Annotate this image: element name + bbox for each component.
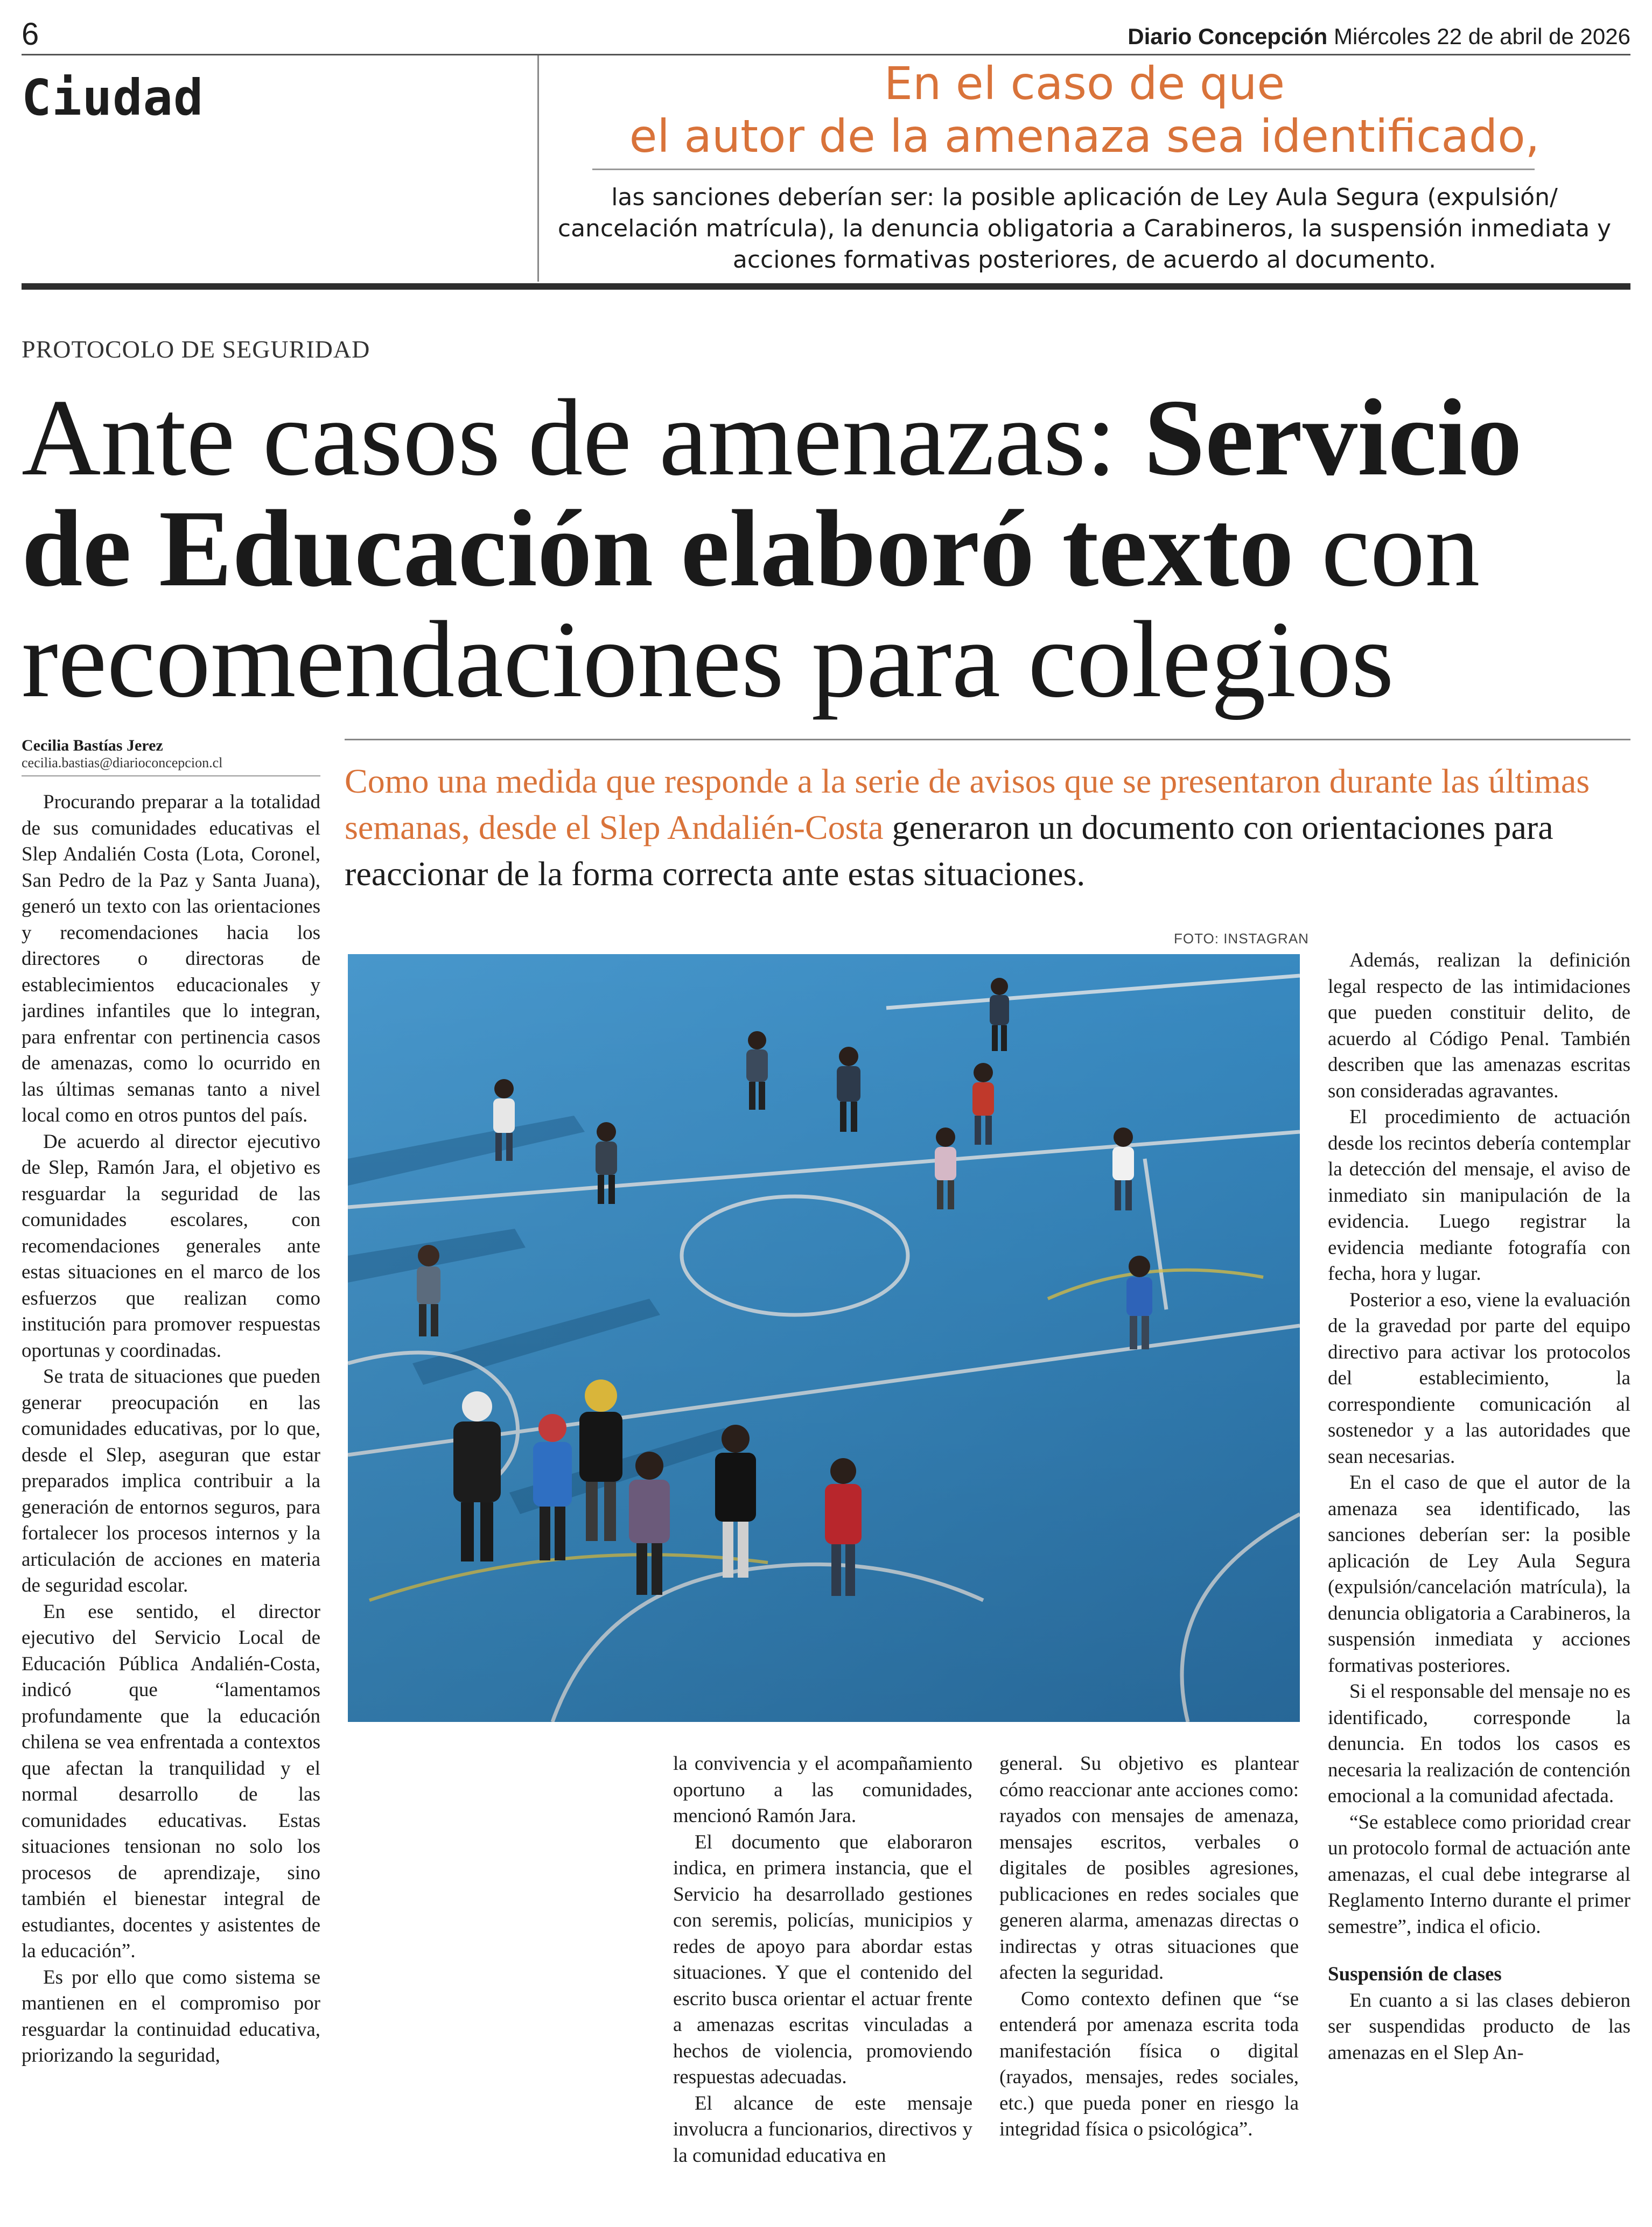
section-name: Ciudad (22, 69, 204, 127)
pull-quote-line-2: el autor de la amenaza sea identificado, (629, 110, 1540, 163)
pull-quote-underline (592, 169, 1535, 170)
paragraph: “Se establece como prioridad crear un protocolo formal de actuación ante amenazas, el cual debe integrarse al Reglamento Interno durante el primer semestre”, indica el oficio. (1328, 1811, 1630, 1938)
paragraph: En cuanto a si las clases debieron ser suspendidas producto de las amenazas en el Slep An- (1328, 1989, 1630, 2064)
paragraph: En ese sentido, el director ejecutivo del Servicio Local de Educación Pública Andalién-Costa, indicó que “lamentamos profundamente que la educación chilena se vea enfrentada a contextos que afectan la tranquilidad y el normal desarrollo de las comunidades educativas. Estas situaciones tensionan no solo los procesos de aprendizaje, sino también el bienestar integral de estudiantes, docentes y asistentes de la educación”. (22, 1600, 320, 1962)
masthead (1128, 24, 1630, 50)
paragraph: Es por ello que como sistema se mantienen en el compromiso por resguardar la continuidad educativa, priorizando la seguridad, (22, 1966, 320, 2067)
header-rule (22, 54, 1630, 55)
headline-bold: Servicio de Educación elaboró texto (22, 377, 1522, 610)
article-deck (345, 758, 1630, 897)
paragraph: Además, realizan la definición legal respecto de las intimidaciones que pueden constituir delito, de acuerdo al Código Penal. También describen que las amenazas escritas son consideradas agravantes. (1328, 949, 1630, 1102)
article-column-4 (1328, 948, 1630, 2213)
article-column-2 (673, 1751, 972, 2214)
article-column-1 (22, 789, 320, 2211)
paragraph: Como contexto definen que “se entenderá por amenaza escrita toda manifestación física o digital (rayados, mensajes, redes sociales, etc.) que pueda poner en riesgo la integridad física o psicológica”. (999, 1987, 1299, 2140)
article-column-3 (999, 1751, 1299, 2214)
paragraph: Procurando preparar a la totalidad de sus comunidades educativas el Slep Andalién Costa (Lota, Coronel, San Pedro de la Paz y Santa Juana), generó un texto con las orientaciones y recomendaciones hacia los directores o directoras de establecimientos educacionales y jardines infantiles que lo integran, para enfrentar con pertinencia casos de amenazas, como lo ocurrido en las últimas semanas tanto a nivel local como en otros puntos del país. (22, 791, 320, 1126)
headline-part-2: con recomendaciones para colegios (22, 488, 1480, 720)
paragraph: De acuerdo al director ejecutivo de Slep, Ramón Jara, el objetivo es resguardar la seguridad de las comunidades escolares, con recomendaciones generales ante estas situaciones en el marco de los esfuerzos que realizan como institución para promover respuestas oportunas y coordinadas. (22, 1130, 320, 1362)
photo-credit: FOTO: INSTAGRAN (1174, 930, 1309, 947)
article-kicker: PROTOCOLO DE SEGURIDAD (22, 335, 370, 363)
paragraph: Posterior a eso, viene la evaluación de la gravedad por parte del equipo directivo para activar los protocolos del establecimiento, la correspondiente comunicación al sostenedor y a las autoridades que sean necesarias. (1328, 1288, 1630, 1468)
byline-author: Cecilia Bastías Jerez (22, 737, 163, 754)
paragraph: Se trata de situaciones que pueden generar preocupación en las comunidades educativas, por lo que, desde el Slep, aseguran que estar preparados implica contribuir a la generación de entornos seguros, para fortalecer los procesos internos y la articulación de acciones en materia de seguridad escolar. (22, 1365, 320, 1596)
byline-rule (22, 775, 320, 776)
deck-rest: generaron un documento con orientaciones para reaccionar de la forma correcta ante estas situaciones. (345, 808, 1553, 893)
newspaper-name: Diario Concepción (1128, 24, 1328, 49)
paragraph: El alcance de este mensaje involucra a funcionarios, directivos y la comunidad educativa en (673, 2092, 972, 2167)
pull-quote-body: las sanciones deberían ser: la posible aplicación de Ley Aula Segura (expulsión/ cancelación matrícula), la denuncia obligatoria a Carabineros, la suspensión inmediata y acciones formativas posteriores, de acuerdo al documento. (557, 184, 1612, 274)
paragraph: El documento que elaboraron indica, en primera instancia, que el Servicio ha desarrollado gestiones con seremis, policías, municipios y redes de apoyo para abordar estas situaciones. Y que el contenido del escrito busca orientar el actuar frente a amenazas escritas vinculadas a hechos de violencia, promoviendo respuestas adecuadas. (673, 1831, 972, 2088)
byline-email: cecilia.bastias@diarioconcepcion.cl (22, 755, 223, 771)
paragraph: general. Su objetivo es plantear cómo reaccionar ante acciones como: rayados con mensajes de amenaza, mensajes escritos, verbales o digitales de posibles agresiones, publicaciones en redes sociales que generen alarma, amenazas directas o indirectas y otras situaciones que afecten la seguridad. (999, 1753, 1299, 1984)
page-number: 6 (22, 17, 39, 52)
article-headline (22, 377, 1583, 720)
issue-date: Miércoles 22 de abril de 2026 (1333, 24, 1630, 49)
schoolyard-photo (348, 954, 1300, 1722)
paragraph: El procedimiento de actuación desde los recintos debería contemplar la detección del mensaje, el aviso de inmediato sin manipulación de la evidencia. Luego registrar la evidencia mediante fotografía con fecha, hora y lugar. (1328, 1106, 1630, 1285)
paragraph: En el caso de que el autor de la amenaza sea identificado, las sanciones deberían ser: la posible aplicación de Ley Aula Segura (expulsión/cancelación matrícula), la denuncia obligatoria a Carabineros, la suspensión inmediata y acciones formativas posteriores. (1328, 1472, 1630, 1677)
paragraph: la convivencia y el acompañamiento oportuno a las comunidades, mencionó Ramón Jara. (673, 1753, 972, 1827)
subheading: Suspensión de clases (1328, 1963, 1502, 1985)
pull-quote-line-1: En el caso de que (884, 57, 1285, 110)
deck-highlight: Como una medida que responde a la serie de avisos que se presentaron durante las últimas semanas, desde el Slep Andalién-Costa (345, 762, 1590, 846)
section-rule (22, 283, 1630, 290)
paragraph: Si el responsable del mensaje no es identificado, corresponde la denuncia. En todos los casos es necesaria la realización de contención emocional a la comunidad afectada. (1328, 1680, 1630, 1807)
headline-part-1: Ante casos de amenazas: (22, 377, 1144, 499)
article-photo (348, 954, 1300, 1722)
pull-quote (538, 57, 1630, 163)
deck-rule (345, 739, 1630, 740)
